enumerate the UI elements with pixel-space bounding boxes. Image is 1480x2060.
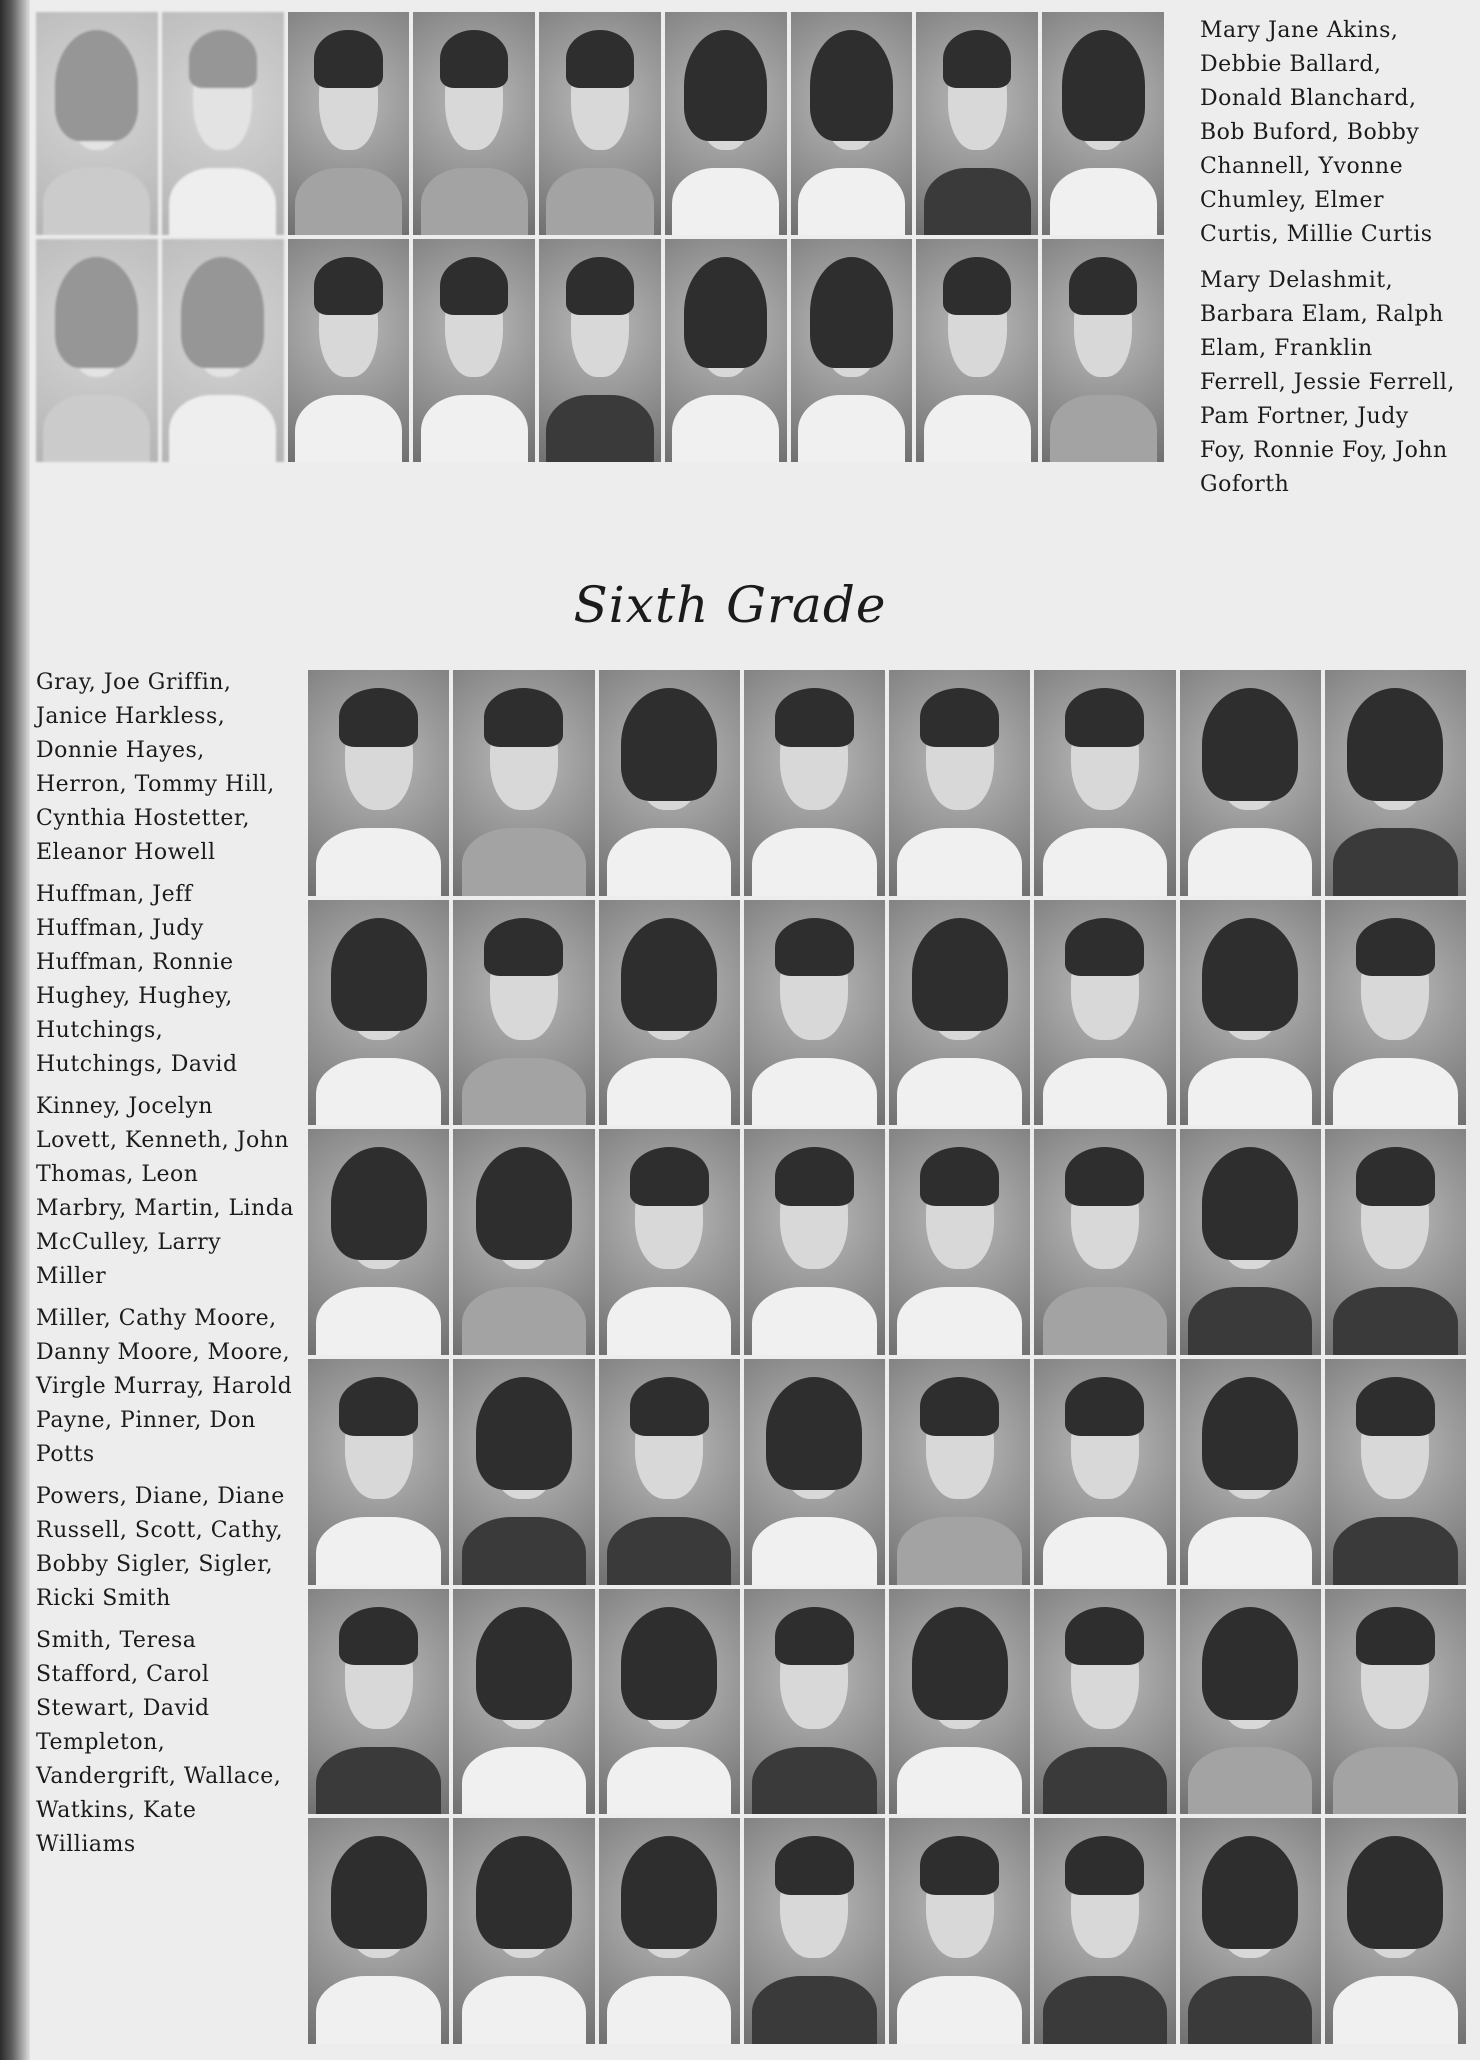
name-paragraph: Powers, Diane, Diane Russell, Scott, Cathy, Bobby Sigler, Sigler, Ricki Smith	[36, 1484, 285, 1611]
portrait	[1034, 1359, 1175, 1585]
portrait	[791, 12, 913, 235]
portrait	[599, 900, 740, 1126]
portrait	[889, 900, 1030, 1126]
portrait	[308, 1818, 449, 2044]
portrait	[744, 1129, 885, 1355]
portrait	[308, 1589, 449, 1815]
portrait	[1325, 1129, 1466, 1355]
portrait	[539, 12, 661, 235]
portrait	[36, 239, 158, 462]
portrait	[889, 1589, 1030, 1815]
portrait	[453, 1129, 594, 1355]
portrait	[308, 1129, 449, 1355]
portrait	[162, 12, 284, 235]
name-paragraph: Miller, Cathy Moore, Danny Moore, Moore, Virgle Murray, Harold Payne, Pinner, Don Potts	[36, 1306, 293, 1467]
portrait	[453, 1589, 594, 1815]
portrait	[1180, 1359, 1321, 1585]
portrait	[36, 12, 158, 235]
portrait	[288, 239, 410, 462]
portrait	[744, 1818, 885, 2044]
portrait	[308, 900, 449, 1126]
portrait	[665, 239, 787, 462]
portrait	[539, 239, 661, 462]
portrait	[1180, 900, 1321, 1126]
portrait	[453, 1359, 594, 1585]
portrait	[599, 1359, 740, 1585]
portrait	[288, 12, 410, 235]
portrait	[744, 900, 885, 1126]
portrait	[1325, 900, 1466, 1126]
portrait	[1034, 1129, 1175, 1355]
name-paragraph: Mary Jane Akins, Debbie Ballard, Donald Blanchard, Bob Buford, Bobby Channell, Yvonne Chumley, Elmer Curtis, Millie Curtis	[1200, 18, 1433, 247]
portrait	[744, 1359, 885, 1585]
portrait	[1034, 900, 1175, 1126]
top-name-list	[1200, 14, 1460, 514]
portrait	[599, 1589, 740, 1815]
book-binding-shadow	[0, 0, 30, 2060]
portrait	[1325, 1359, 1466, 1585]
top-portrait-grid	[36, 12, 1164, 462]
portrait	[308, 670, 449, 896]
portrait	[1325, 1589, 1466, 1815]
name-paragraph: Huffman, Jeff Huffman, Judy Huffman, Ronnie Hughey, Hughey, Hutchings, Hutchings, David	[36, 882, 238, 1077]
name-paragraph: Kinney, Jocelyn Lovett, Kenneth, John Thomas, Leon Marbry, Martin, Linda McCulley, Larry Miller	[36, 1094, 294, 1289]
portrait	[744, 670, 885, 896]
portrait	[413, 239, 535, 462]
portrait	[889, 1359, 1030, 1585]
portrait	[791, 239, 913, 462]
portrait	[916, 239, 1038, 462]
page-title: Sixth Grade	[573, 576, 887, 634]
portrait	[744, 1589, 885, 1815]
sixth-grade-name-list	[36, 666, 296, 1870]
portrait	[665, 12, 787, 235]
portrait	[1042, 12, 1164, 235]
portrait	[162, 239, 284, 462]
portrait	[1034, 670, 1175, 896]
portrait	[453, 900, 594, 1126]
portrait	[889, 1129, 1030, 1355]
portrait	[1325, 670, 1466, 896]
portrait	[1180, 670, 1321, 896]
portrait	[1180, 1589, 1321, 1815]
name-paragraph: Smith, Teresa Stafford, Carol Stewart, David Templeton, Vandergrift, Wallace, Watkins, Kate Williams	[36, 1628, 282, 1857]
portrait	[599, 1818, 740, 2044]
portrait	[1034, 1818, 1175, 2044]
portrait	[599, 670, 740, 896]
portrait	[308, 1359, 449, 1585]
portrait	[1325, 1818, 1466, 2044]
portrait	[413, 12, 535, 235]
portrait	[916, 12, 1038, 235]
portrait	[1180, 1129, 1321, 1355]
portrait	[889, 670, 1030, 896]
portrait	[1180, 1818, 1321, 2044]
portrait	[599, 1129, 740, 1355]
portrait	[889, 1818, 1030, 2044]
portrait	[453, 1818, 594, 2044]
sixth-grade-portrait-grid	[308, 670, 1466, 2044]
portrait	[453, 670, 594, 896]
portrait	[1034, 1589, 1175, 1815]
name-paragraph: Gray, Joe Griffin, Janice Harkless, Donnie Hayes, Herron, Tommy Hill, Cynthia Hostetter, Eleanor Howell	[36, 670, 275, 865]
portrait	[1042, 239, 1164, 462]
name-paragraph: Mary Delashmit, Barbara Elam, Ralph Elam, Franklin Ferrell, Jessie Ferrell, Pam Fortner, Judy Foy, Ronnie Foy, John Goforth	[1200, 268, 1455, 497]
